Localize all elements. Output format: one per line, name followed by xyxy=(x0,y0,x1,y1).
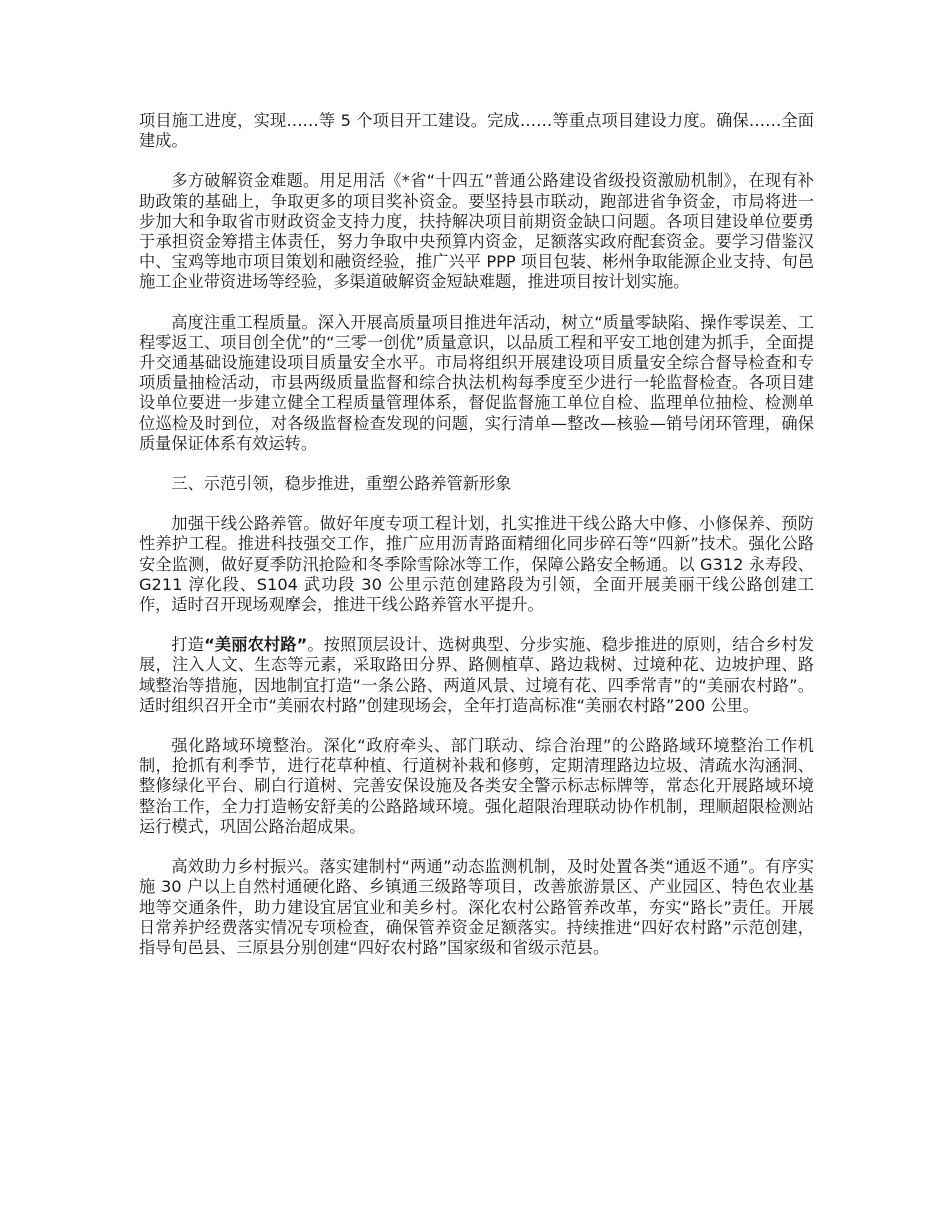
paragraph-project-progress: 项目施工进度，实现……等 5 个项目开工建设。完成……等重点项目建设力度。确保……全面建成。 xyxy=(139,111,814,151)
paragraph-road-environment: 强化路域环境整治。深化“政府牵头、部门联动、综合治理”的公路路域环境整治工作机制，抢抓有利季节，进行花草种植、行道树补栽和修剪，定期清理路边垃圾、清疏水沟涵洞、整修绿化平台、刷白行道树、完善安保设施及各类安全警示标志标牌等，常态化开展路域环境整治工作，全力打造畅安舒美的公路路域环境。强化超限治理联动协作机制，理顺超限检测站运行模式，巩固公路治超成果。 xyxy=(139,736,814,836)
rural-road-rest: 。按照顶层设计、选树典型、分步实施、稳步推进的原则，结合乡村发展，注入人文、生态等元素，采取路田分界、路侧植草、路边栽树、过境种花、边坡护理、路域整治等措施，因地制宜打造“一条公路、两道风景、过境有花、四季常青”的“美丽农村路”。适时组织召开全市“美丽农村路”创建现场会，全年打造高标准“美丽农村路”200 公里。 xyxy=(139,635,815,715)
paragraph-quality: 高度注重工程质量。深入开展高质量项目推进年活动，树立“质量零缺陷、操作零误差、工程零返工、项目创全优”的“三零一创优”质量意识，以品质工程和平安工地创建为抓手，全面提升交通基础设施建设项目质量安全水平。市局将组织开展建设项目质量安全综合督导检查和专项质量抽检活动，市县两级质量监督和综合执法机构每季度至少进行一轮监督检查。各项目建设单位要进一步建立健全工程质量管理体系，督促监督施工单位自检、监理单位抽检、检测单位巡检及时到位，对各级监督检查发现的问题，实行清单—整改—核验—销号闭环管理，确保质量保证体系有效运转。 xyxy=(139,312,814,453)
paragraph-beautiful-rural-road xyxy=(139,635,814,716)
rural-road-lead: 打造 xyxy=(171,635,205,655)
document-body xyxy=(139,111,814,978)
paragraph-funding: 多方破解资金难题。用足用活《*省“十四五”普通公路建设省级投资激励机制》，在现有补助政策的基础上，争取更多的项目奖补资金。要坚持县市联动，跑部进省争资金，市局将进一步加大和争取省市财政资金支持力度，扶持解决项目前期资金缺口问题。各项目建设单位要勇于承担资金筹措主体责任，努力争取中央预算内资金，足额落实政府配套资金。要学习借鉴汉中、宝鸡等地市项目策划和融资经验，推广兴平 PPP 项目包装、彬州争取能源企业支持、旬邑施工企业带资进场等经验，多渠道破解资金短缺难题，推进项目按计划实施。 xyxy=(139,171,814,292)
paragraph-trunk-road: 加强干线公路养管。做好年度专项工程计划，扎实推进干线公路大中修、小修保养、预防性养护工程。推进科技强交工作，推广应用沥青路面精细化同步碎石等“四新”技术。强化公路安全监测，做好夏季防汛抢险和冬季除雪除冰等工作，保障公路安全畅通。以 G312 永寿段、G211 淳化段、S104 武功段 30 公里示范创建路段为引领，全面开展美丽干线公路创建工作，适时召开现场观摩会，推进干线公路养管水平提升。 xyxy=(139,514,814,615)
section-heading-3: 三、示范引领，稳步推进，重塑公路养管新形象 xyxy=(171,474,512,494)
paragraph-rural-revitalization: 高效助力乡村振兴。落实建制村“两通”动态监测机制，及时处置各类“通返不通”。有序实施 30 户以上自然村通硬化路、乡镇通三级路等项目，改善旅游景区、产业园区、特色农业基地等交通条件，助力建设宜居宜业和美乡村。深化农村公路管养改革，夯实“路长”责任。开展日常养护经费落实情况专项检查，确保管养资金足额落实。持续推进“四好农村路”示范创建，指导旬邑县、三原县分别创建“四好农村路”国家级和省级示范县。 xyxy=(139,857,814,957)
rural-road-bold-title: “美丽农村路” xyxy=(204,635,308,655)
